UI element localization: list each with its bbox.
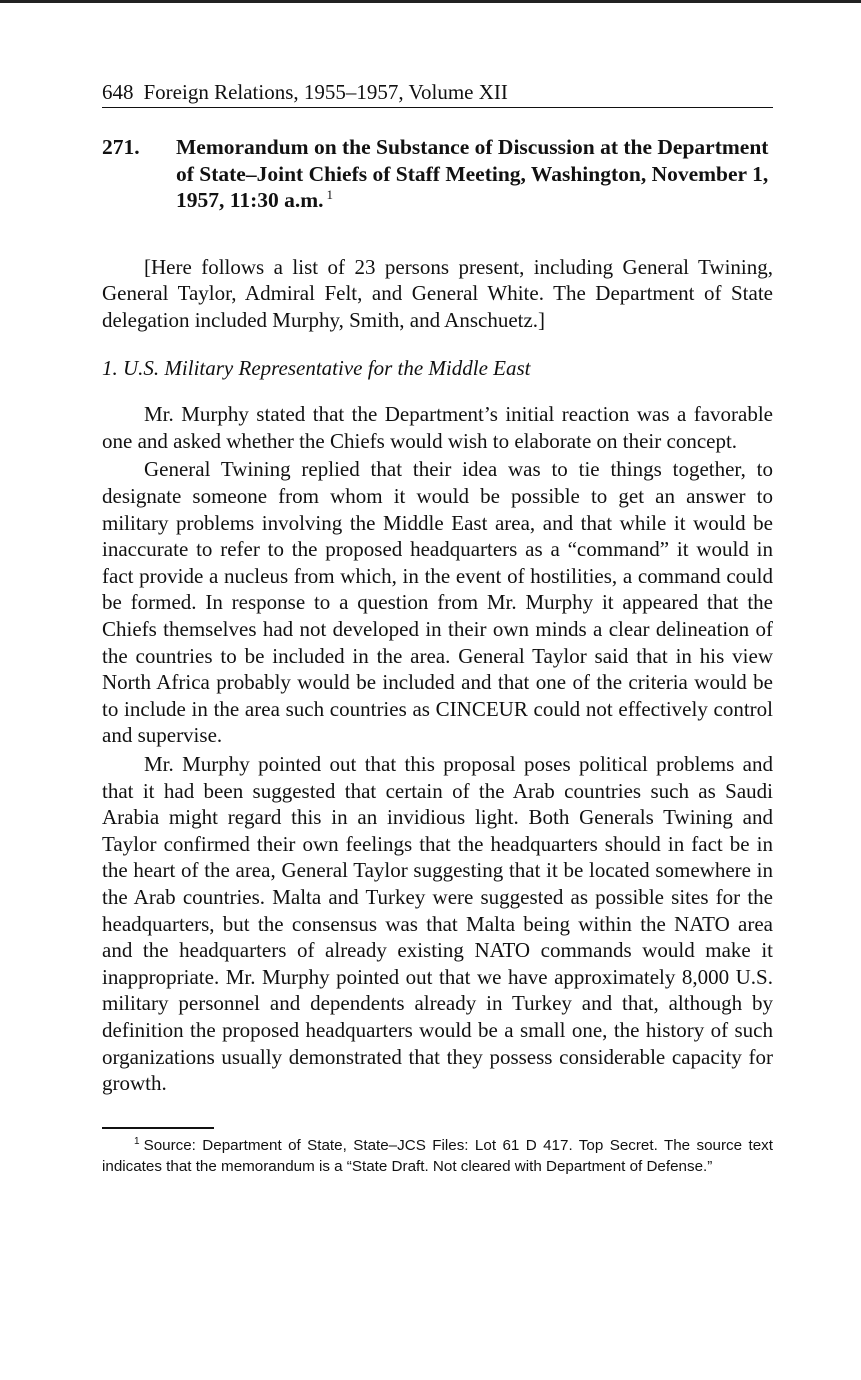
section-heading: 1. U.S. Military Representative for the Middle East [102,356,531,381]
series-title: Foreign Relations, 1955–1957, Volume XII [143,80,508,104]
page-top-edge [0,0,861,3]
document-number: 271. [102,135,140,159]
document-title: Memorandum on the Substance of Discussion at the Department of State–Joint Chiefs of Staff Meeting, Washington, November 1, 1957, 11:30 a.m. [176,135,769,212]
document-title-block [176,134,773,214]
body-paragraph-3: Mr. Murphy pointed out that this proposal poses political problems and that it had been suggested that certain of the Arab countries such as Saudi Arabia might regard this in an invidious light. Both Generals Twining and Taylor confirmed their own feelings that the headquarters should in fact be in the heart of the area, General Taylor suggesting that it be located somewhere in the Arab countries. Malta and Turkey were suggested as possible sites for the headquarters, but the consensus was that Malta being within the NATO area and the headquarters of already existing NATO commands would make it inappropriate. Mr. Murphy pointed out that we have approximately 8,000 U.S. military personnel and dependents already in Turkey and that, although by definition the proposed headquarters would be a small one, the history of such organizations usually demonstrated that they possess considerable capacity for growth. [102,752,773,1096]
footnote [102,1135,773,1177]
document-heading [102,134,773,214]
document-page [102,78,773,1177]
running-head [102,78,773,108]
body-paragraph-2: General Twining replied that their idea was to tie things together, to designate someone from whom it would be possible to get an answer to military problems involving the Middle East area, and that while it would be inaccurate to refer to the proposed headquarters as a “command” it would in fact provide a nucleus from which, in the event of hostilities, a command could be formed. In response to a question from Mr. Murphy it appeared that the Chiefs themselves had not developed in their own minds a clear delineation of the countries to be included in the area. General Taylor said that in his view North Africa probably would be included and that one of the criteria would be to include in the area such countries as CINCEUR could not effectively control and supervise. [102,457,773,748]
footnote-reference: 1 [326,186,334,202]
footnote-mark: 1 [134,1135,140,1147]
footnote-divider [102,1127,214,1129]
page-number: 648 [102,80,134,104]
body-paragraph-1: Mr. Murphy stated that the Department’s initial reaction was a favorable one and asked whether the Chiefs would wish to elaborate on their concept. [102,402,773,453]
footnote-text: Source: Department of State, State–JCS Files: Lot 61 D 417. Top Secret. The source text indicates that the memorandum is a “State Draft. Not cleared with Department of Defense.” [102,1136,773,1175]
intro-paragraph: [Here follows a list of 23 persons present, including General Twining, General Taylor, Admiral Felt, and General White. The Department of State delegation included Murphy, Smith, and Anschuetz.] [102,254,773,332]
